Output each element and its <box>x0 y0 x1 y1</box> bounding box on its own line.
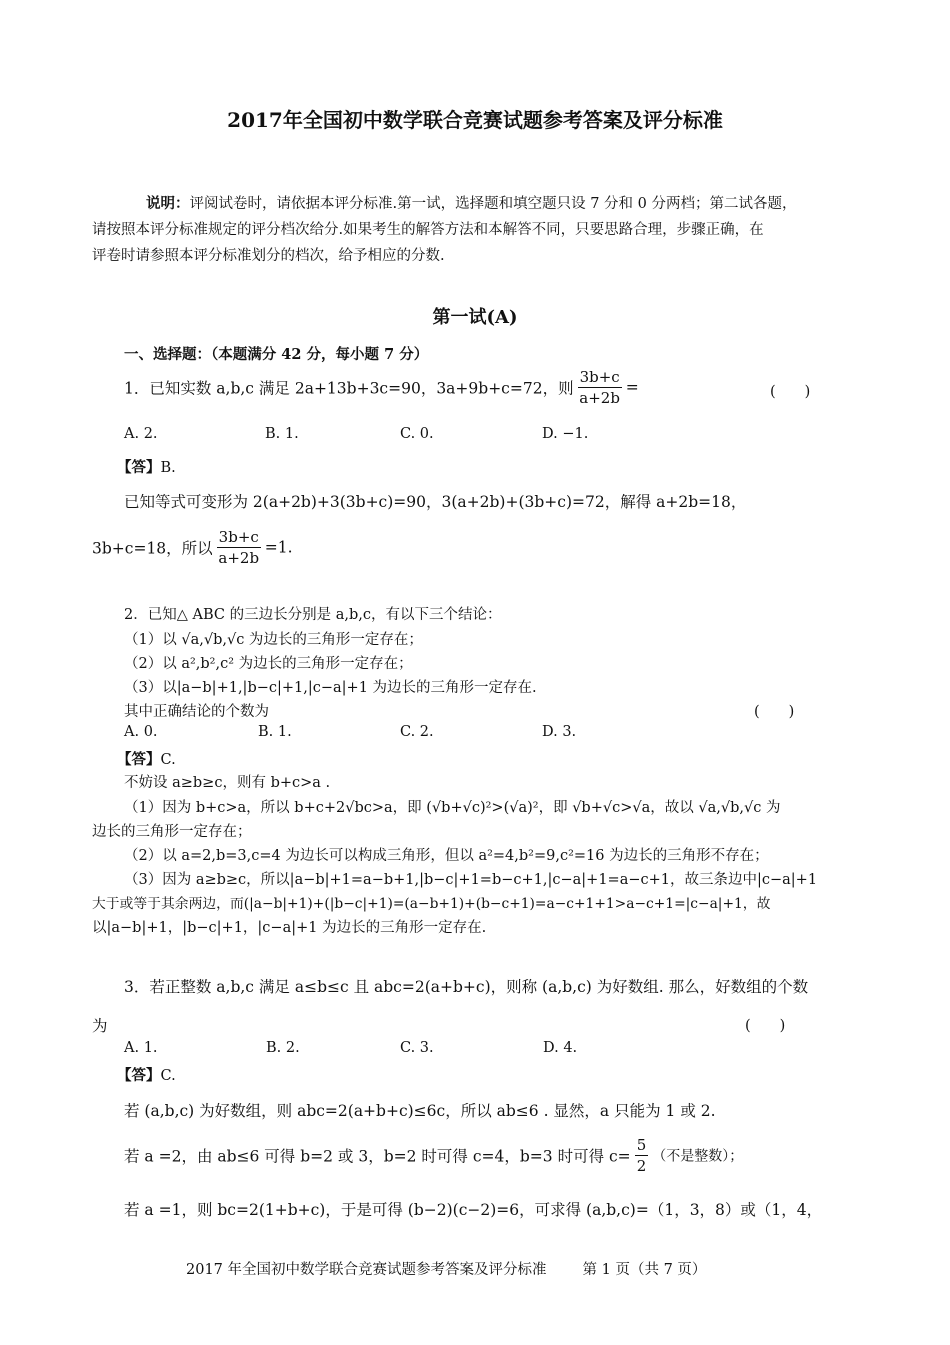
q3-solution-3: 若 a =1，则 bc=2(1+b+c)，于是可得 (b−2)(c−2)=6，可求得 (a,b,c)=（1，3，8）或（1，4， <box>124 1201 823 1219</box>
q3-option-a: A. 1. <box>124 1040 158 1056</box>
q2-stem: 2．已知△ ABC 的三边长分别是 a,b,c，有以下三个结论： <box>124 607 502 623</box>
section-title: 第一试(A) <box>432 307 518 328</box>
q2-claim-2: （2）以 a²,b²,c² 为边长的三角形一定存在； <box>124 656 413 672</box>
note-label: 说明： <box>146 195 190 212</box>
note-line-3: 评卷时请参照本评分标准划分的档次，给予相应的分数. <box>92 248 445 264</box>
q1-option-c: C. 0. <box>400 426 434 442</box>
q3-option-c: C. 3. <box>400 1040 434 1056</box>
q1-fraction: $\frac{3b+c}{a+2b}$ <box>579 368 620 407</box>
q3-option-b: B. 2. <box>266 1040 300 1056</box>
q3-stem-2: 为 <box>92 1017 108 1035</box>
q2-solution-0: 不妨设 a≥b≥c，则有 b+c>a . <box>124 775 331 791</box>
q2-answer: 【答】C. <box>117 751 176 768</box>
page-title: 2017年全国初中数学联合竞赛试题参考答案及评分标准 <box>227 108 723 132</box>
q2-solution-2: （2）以 a=2,b=3,c=4 为边长可以构成三角形，但以 a²=4,b²=9,c²=16 为边长的三角形不存在； <box>124 848 769 864</box>
q2-solution-3a: （3）因为 a≥b≥c，所以|a−b|+1=a−b+1,|b−c|+1=b−c+1,|c−a|+1=a−c+1，故三条边中|c−a|+1 <box>124 872 818 888</box>
q1-option-d: D. −1. <box>542 426 589 442</box>
q2-solution-1a: （1）因为 b+c>a，所以 b+c+2√bc>a，即 (√b+√c)²>(√a)²，即 √b+√c>√a，故以 √a,√b,√c 为 <box>124 800 781 816</box>
note-line-2: 请按照本评分标准规定的评分档次给分.如果考生的解答方法和本解答不同，只要思路合理，步骤正确，在 <box>92 222 764 238</box>
q3-solution-2: 若 a =2，由 ab≤6 可得 b=2 或 3，b=2 时可得 c=4，b=3 时可得 c= $\frac{5}{2}$ （不是整数）； <box>124 1136 744 1175</box>
q3-answer: 【答】C. <box>117 1067 176 1084</box>
q1-answer: 【答】B. <box>117 459 176 476</box>
q2-paren: ( ) <box>754 704 795 720</box>
footer <box>186 1258 706 1279</box>
q2-option-b: B. 1. <box>258 724 292 740</box>
q1-solution-2: 3b+c=18，所以 $\frac{3b+c}{a+2b}$ =1. <box>92 528 293 567</box>
q1-stem: 1．已知实数 a,b,c 满足 2a+13b+3c=90，3a+9b+c=72，则 $\frac{3b+c}{a+2b}$ = <box>124 368 639 407</box>
q2-option-c: C. 2. <box>400 724 434 740</box>
q2-claim-1: （1）以 √a,√b,√c 为边长的三角形一定存在； <box>124 632 423 648</box>
q1-solution-fraction: $\frac{3b+c}{a+2b}$ <box>218 528 260 567</box>
q1-solution-1: 已知等式可变形为 2(a+2b)+3(3b+c)=90，3(a+2b)+(3b+c)=72，解得 a+2b=18， <box>124 493 747 511</box>
q2-option-a: A. 0. <box>124 724 158 740</box>
page-number: 第 1 页（共 7 页） <box>582 1262 707 1278</box>
q2-solution-1b: 边长的三角形一定存在； <box>92 824 252 840</box>
q1-option-a: A. 2. <box>124 426 158 442</box>
q1-paren: ( ) <box>770 384 811 400</box>
note-line-1: 说明：评阅试卷时，请依据本评分标准.第一试，选择题和填空题只设 7 分和 0 分两档；第二试各题， <box>146 195 797 212</box>
q2-question: 其中正确结论的个数为 <box>124 704 269 720</box>
q2-solution-3b: 大于或等于其余两边，而(|a−b|+1)+(|b−c|+1)=(a−b+1)+(b−c+1)=a−c+1+1>a−c+1=|c−a|+1，故 <box>92 896 771 912</box>
q3-fraction: $\frac{5}{2}$ <box>636 1136 647 1175</box>
footer-title: 2017 年全国初中数学联合竞赛试题参考答案及评分标准 <box>186 1262 547 1278</box>
q2-option-d: D. 3. <box>542 724 577 740</box>
q3-solution-1: 若 (a,b,c) 为好数组，则 abc=2(a+b+c)≤6c，所以 ab≤6 . 显然，a 只能为 1 或 2. <box>124 1102 716 1120</box>
part-title: 一、选择题：（本题满分 42 分，每小题 7 分） <box>124 346 429 363</box>
q2-claim-3: （3）以|a−b|+1,|b−c|+1,|c−a|+1 为边长的三角形一定存在. <box>124 680 537 696</box>
q2-solution-3c: 以|a−b|+1，|b−c|+1，|c−a|+1 为边长的三角形一定存在. <box>92 920 487 936</box>
q3-option-d: D. 4. <box>543 1040 578 1056</box>
q3-paren: ( ) <box>745 1018 786 1034</box>
q1-option-b: B. 1. <box>265 426 299 442</box>
q3-stem: 3．若正整数 a,b,c 满足 a≤b≤c 且 abc=2(a+b+c)，则称 (a,b,c) 为好数组. 那么，好数组的个数 <box>124 978 809 996</box>
